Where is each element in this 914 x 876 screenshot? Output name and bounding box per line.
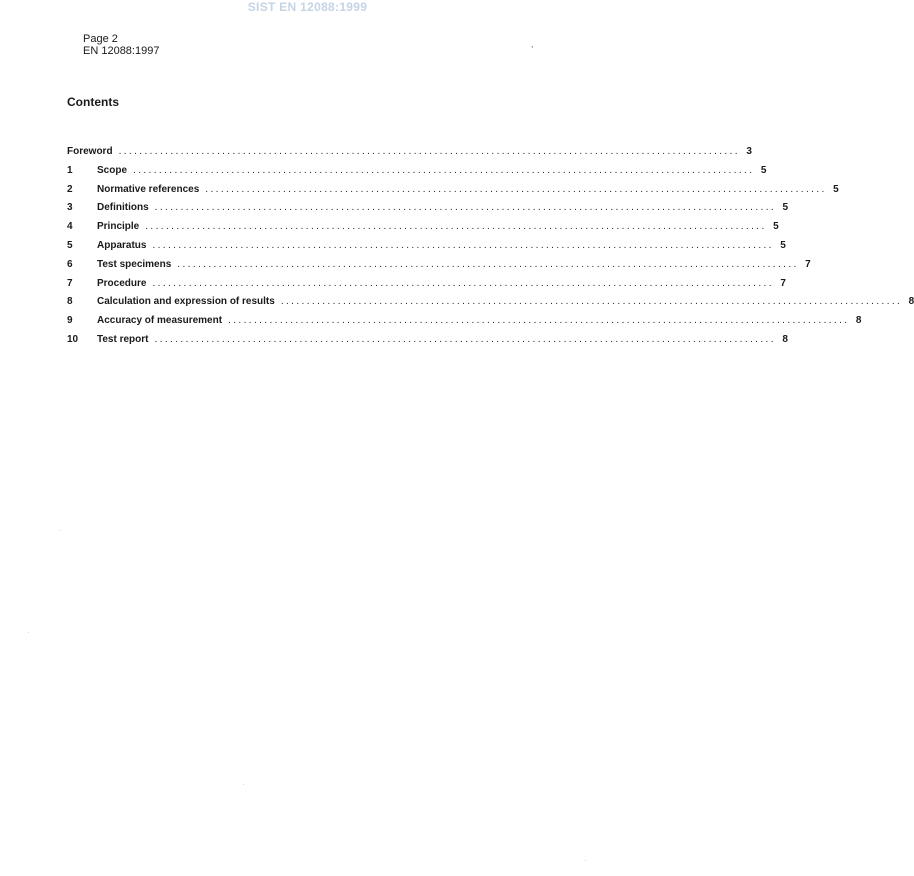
toc-dot-leader: ........................................................................................................................ [118,146,740,157]
toc-page-number: 8 [908,296,914,308]
scan-speck [28,632,29,633]
toc-entry [67,202,789,221]
toc-entry [67,239,786,259]
toc-page-number: 8 [782,333,788,345]
scan-speck [60,530,61,531]
toc-section-number: 2 [67,183,73,195]
toc-section-title: Procedure [97,277,147,289]
toc-section-title: Definitions [97,202,149,214]
toc-section-number: 6 [67,258,73,270]
toc-section-title: Test report [97,333,149,345]
toc-dot-leader: ........................................................................................................................ [152,277,774,289]
toc-entry [67,164,767,184]
toc-section-title: Test specimens [97,258,172,270]
toc-section-title: Apparatus [97,239,147,251]
toc-page-number: 8 [855,315,862,327]
page-number-label: Page 2 [83,33,118,45]
toc-section-number: 9 [67,315,73,327]
toc-page-number: 5 [773,221,779,233]
toc-dot-leader: ........................................................................................................................ [154,202,777,214]
toc-page-number: 5 [760,164,767,176]
document-watermark: SIST EN 12088:1999 [247,0,368,14]
toc-entry [67,183,839,203]
toc-section-number: 4 [67,221,73,233]
toc-page-number: 7 [780,277,786,289]
toc-entry [67,296,914,315]
toc-section-number: 1 [67,164,73,176]
toc-section-number: 8 [67,296,73,308]
toc-section-title: Principle [97,221,140,233]
toc-section-title: Calculation and expression of results [97,296,275,308]
table-of-contents [67,146,914,353]
toc-dot-leader: ........................................................................................................................ [152,239,774,251]
toc-dot-leader: ........................................................................................................................ [133,164,755,176]
toc-section-title: Normative references [97,183,200,195]
toc-dot-leader: ........................................................................................................................ [228,315,850,327]
toc-dot-leader: ........................................................................................................................ [154,333,776,345]
toc-page-number: 3 [746,146,752,157]
toc-page-number: 5 [833,183,839,195]
toc-page-number: 5 [780,239,786,251]
toc-section-number: 7 [67,277,73,289]
toc-entry [67,315,862,334]
toc-dot-leader: ........................................................................................................................ [177,258,799,270]
toc-entry [67,221,779,240]
scan-speck [243,784,244,785]
toc-dot-leader: ........................................................................................................................ [280,296,903,308]
toc-dot-leader: ........................................................................................................................ [205,183,827,195]
page-header [83,33,159,57]
toc-section-title: Scope [97,164,128,176]
toc-dot-leader: ........................................................................................................................ [145,221,767,233]
toc-entry [67,333,788,353]
scan-mark: , [531,40,534,49]
toc-page-number: 5 [782,202,789,214]
toc-section-title: Accuracy of measurement [97,315,223,327]
toc-entry [67,258,811,278]
contents-heading: Contents [67,95,119,109]
toc-section-number: 10 [67,333,79,345]
scan-speck [585,860,586,861]
toc-page-number: 7 [805,258,811,270]
toc-entry [67,146,752,165]
toc-entry [67,277,786,297]
toc-section-number: 5 [67,239,73,251]
toc-section-number: 3 [67,202,73,214]
toc-section-title: Foreword [67,146,113,157]
standard-id: EN 12088:1997 [83,45,160,57]
